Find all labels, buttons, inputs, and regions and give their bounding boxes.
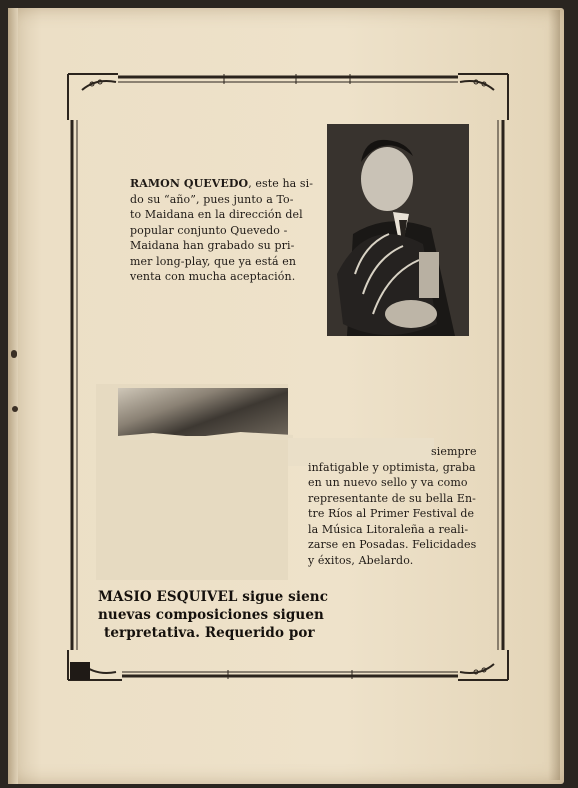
- article-line: la Música Litoraleña a reali-: [308, 522, 469, 536]
- partial-photo: [118, 388, 288, 436]
- article-abelardo: [308, 444, 488, 568]
- article-line: RAMON QUEVEDO, este ha si-: [130, 177, 314, 190]
- article-quevedo: [130, 176, 314, 285]
- article-line: siempre: [431, 445, 477, 458]
- article-line: zarse en Posadas. Felicidades: [308, 538, 477, 551]
- article-line: en un nuevo sello y va como: [308, 476, 468, 489]
- article-line: representante de su bella En-: [308, 491, 476, 505]
- article-name: MASIO ESQUIVEL: [98, 589, 238, 605]
- article-line: MASIO ESQUIVEL sigue sienc: [98, 589, 329, 605]
- article-line: Maidana han grabado su pri-: [130, 239, 295, 252]
- article-line: do su “año”, pues junto a To-: [130, 192, 294, 206]
- portrait-photo: [327, 124, 469, 336]
- accordion-player-image: [327, 124, 469, 336]
- article-line: mer long-play, que ya está en: [130, 254, 297, 268]
- article-line: tre Ríos al Primer Festival de: [308, 507, 475, 520]
- article-line: nuevas composiciones siguen: [98, 607, 324, 623]
- article-line: y éxitos, Abelardo.: [308, 553, 414, 567]
- article-line: venta con mucha aceptación.: [130, 270, 296, 283]
- article-line: to Maidana en la dirección del: [130, 208, 303, 221]
- article-line: terpretativa. Requerido por: [104, 625, 315, 641]
- article-line: infatigable y optimista, graba: [308, 460, 476, 474]
- article-esquivel: [98, 588, 329, 642]
- article-name: RAMON QUEVEDO: [130, 177, 249, 190]
- article-line: popular conjunto Quevedo -: [130, 223, 288, 237]
